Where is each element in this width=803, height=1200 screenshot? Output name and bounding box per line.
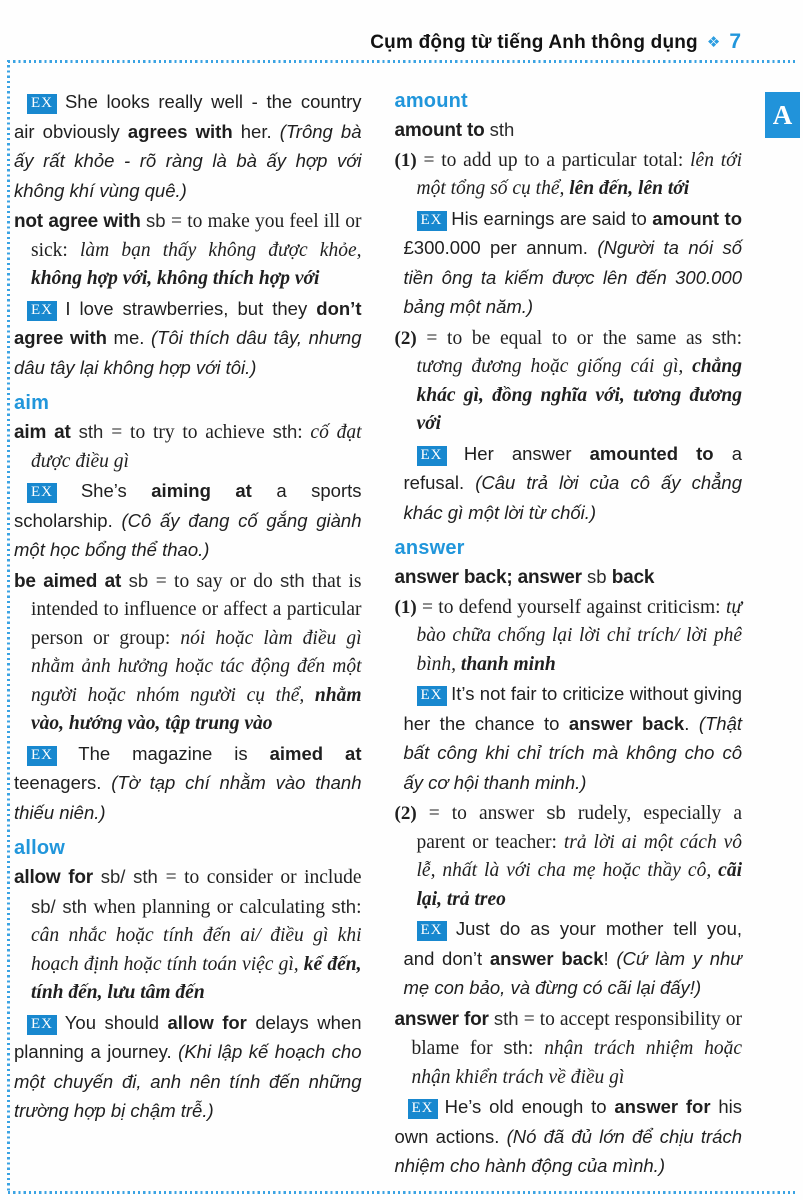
text-run-def: = to try to achieve <box>111 422 273 443</box>
text-run-ex: He’s old enough to <box>444 1096 615 1117</box>
text-run-ex: I love strawberries, but they <box>65 297 317 319</box>
text-run-exb: answer back <box>489 947 604 969</box>
dictionary-entry <box>395 1005 743 1093</box>
page-header <box>14 30 741 54</box>
text-run-num: (1) <box>394 149 417 171</box>
text-run-exi: (Câu trả lời của cô ấy chẳng khác gì một lời từ chối.) <box>403 472 742 523</box>
sense-definition <box>395 324 743 439</box>
example-paragraph <box>404 915 743 1004</box>
text-run-vi: tự bào chữa chống lại lời chỉ trích/ lời phê bình, <box>416 596 742 675</box>
text-run-vib: chẳng khác gì, đồng nghĩa với, tương đương với <box>416 356 742 434</box>
sense-definition <box>395 147 743 204</box>
ex-badge: EX <box>27 94 57 114</box>
dictionary-entry <box>14 207 362 294</box>
section-heading: allow <box>14 837 66 859</box>
text-run-hw: amount to <box>394 120 485 141</box>
text-run-ex: a refusal. <box>403 442 742 493</box>
text-run-ex: her. <box>232 120 280 142</box>
example-paragraph <box>14 740 362 829</box>
text-run-exi: (Người ta nói số tiền ông ta kiếm được lên đến 300.000 bảng một năm.) <box>403 237 742 317</box>
text-run-exb: allow for <box>167 1011 247 1033</box>
text-run-def: = to make you feel ill or sick: <box>31 211 362 261</box>
text-run-exi: (Cứ làm y như mẹ con bảo, và đừng có cãi lại đấy!) <box>403 947 743 998</box>
text-run-ex: Her answer <box>463 442 590 464</box>
text-run-def: = to answer <box>416 803 547 824</box>
text-run-ex: His earnings are said to <box>451 207 653 229</box>
diamond-icon: ❖ <box>706 34 721 51</box>
dictionary-entry <box>14 863 362 1008</box>
text-run-exb: amount to <box>652 207 743 229</box>
text-run-ex: £300.000 per annum. <box>403 237 598 258</box>
text-run-hw: not agree with <box>14 211 141 232</box>
example-paragraph <box>404 440 743 529</box>
text-run-vi: nói hoặc làm điều gì nhằm ảnh hưởng hoặc tác động đến một người hoặc nhóm người cụ thể, <box>31 627 362 706</box>
text-run-exb: agrees with <box>127 120 233 142</box>
text-run-vi: cân nhắc hoặc tính đến ai/ điều gì khi hoạch định hoặc tính toán việc gì, <box>31 925 362 975</box>
example-paragraph <box>14 1009 362 1127</box>
sense-definition <box>395 594 743 680</box>
text-run-exi: (Cô ấy đang cố gắng giành một học bổng thể thao.) <box>14 509 362 560</box>
text-run-num: (2) <box>394 803 417 824</box>
section-heading: aim <box>14 392 50 414</box>
text-run-vi: làm bạn thấy không được khỏe, <box>79 239 362 261</box>
text-run-ex: delays when planning a journey. <box>14 1011 362 1062</box>
ex-badge: EX <box>417 921 447 941</box>
text-run-def: : <box>736 327 742 349</box>
text-run-exb: amounted to <box>589 442 714 464</box>
text-run-vib: thanh minh <box>460 653 556 675</box>
text-run-hw: answer back; answer <box>394 567 582 588</box>
text-run-def: that is intended to influence or affect a particular person or group: <box>31 570 362 649</box>
text-run-hw: answer for <box>394 1008 489 1030</box>
ex-badge: EX <box>27 1015 57 1035</box>
headword-line <box>395 563 743 593</box>
headword-line <box>395 116 743 146</box>
text-run-vib: nhằm vào, hướng vào, tập trung vào <box>31 684 362 734</box>
dictionary-entry <box>14 418 362 476</box>
text-run-def: : <box>356 896 362 918</box>
page-title: Cụm động từ tiếng Anh thông dụng <box>370 32 698 53</box>
text-run-ex: The magazine is <box>78 742 270 764</box>
text-run-exb: don’t agree with <box>14 297 362 348</box>
content-columns <box>14 88 742 1190</box>
text-run-num: (2) <box>394 327 417 349</box>
ex-badge: EX <box>417 686 447 706</box>
example-paragraph <box>14 88 362 206</box>
ex-badge: EX <box>27 483 57 503</box>
text-run-exi: (Trông bà ấy rất khỏe - rõ ràng là bà ấy hợp với không khí vùng quê.) <box>14 120 362 201</box>
text-run-exi: (Tôi thích dâu tây, nhưng dâu tây lại không hợp với tôi.) <box>14 327 362 378</box>
text-run-vi: cố đạt được điều gì <box>31 422 362 472</box>
example-paragraph <box>14 295 362 384</box>
text-run-num: (1) <box>394 596 417 618</box>
text-run-exi: (Thật bất công khi chỉ trích mà không cho cô ấy cơ hội thanh minh.) <box>403 712 742 793</box>
text-run-exb: answer for <box>614 1096 711 1117</box>
ex-badge: EX <box>27 301 57 321</box>
text-run-gram: sth <box>272 421 298 442</box>
text-run-vi: lên tới một tổng số cụ thể, <box>416 149 742 199</box>
section-heading: answer <box>394 537 465 559</box>
text-run-def: = to accept responsibility or blame for <box>411 1008 742 1059</box>
text-run-vib: không hợp với, không thích hợp với <box>31 268 320 289</box>
text-run-vi: nhận trách nhiệm hoặc nhận khiển trách về điều gì <box>411 1038 742 1088</box>
ex-badge: EX <box>417 446 447 466</box>
example-paragraph <box>395 1093 743 1182</box>
example-paragraph <box>404 205 743 323</box>
ex-badge: EX <box>408 1099 438 1119</box>
text-run-exb: aiming at <box>151 480 252 501</box>
text-run-def: = to add up to a particular total: <box>416 149 691 171</box>
text-run-ex: Just do as your mother tell you, and don’t <box>403 918 742 969</box>
dictionary-entry <box>14 567 362 739</box>
text-run-exi: (Tờ tạp chí nhằm vào thanh thiếu niên.) <box>14 772 362 823</box>
ex-badge: EX <box>27 746 57 766</box>
text-run-vib: kể đến, tính đến, lưu tâm đến <box>31 953 362 1003</box>
text-run-gram: sth <box>280 569 305 591</box>
text-run-vib: cãi lại, trả treo <box>416 860 742 910</box>
text-run-gram: sth <box>503 1037 528 1058</box>
text-run-ex: . <box>684 712 699 734</box>
left-dotted-border <box>7 60 10 1193</box>
text-run-ex: a sports scholarship. <box>14 480 362 531</box>
text-run-def: = to be equal to or the same as <box>416 327 712 349</box>
text-run-ex: teenagers. <box>14 772 112 793</box>
text-run-vi: tương đương hoặc giống cái gì, <box>416 356 693 377</box>
text-run-exb: answer back <box>568 712 685 734</box>
text-run-exi: (Khi lập kế hoạch cho một chuyến đi, anh nên tính đến những trường hợp bị chậm trễ.) <box>14 1041 362 1121</box>
text-run-def: : <box>528 1038 545 1059</box>
text-run-def: : <box>297 422 311 443</box>
text-run-gram: sth <box>488 1007 524 1029</box>
text-run-gram: sth <box>331 895 357 917</box>
text-run-gram: sb <box>140 210 172 231</box>
text-run-ex: me. <box>106 327 151 348</box>
example-paragraph <box>404 680 743 798</box>
text-run-gram: sb <box>581 566 612 587</box>
right-column <box>395 88 743 1190</box>
letter-tab-a: A <box>765 92 800 138</box>
text-run-ex: his own actions. <box>394 1096 742 1147</box>
text-run-vi: trả lời ai một cách vô lễ, nhất là với cha mẹ hoặc thầy cô, <box>416 831 742 881</box>
example-paragraph <box>14 477 362 566</box>
text-run-exi: (Nó đã đủ lớn để chịu trách nhiệm cho hành động của mình.) <box>394 1125 743 1176</box>
text-run-gram: sth <box>711 326 737 348</box>
text-run-hw: back <box>611 567 655 588</box>
ex-badge: EX <box>417 211 447 231</box>
header-dotted-rule <box>8 60 795 63</box>
text-run-ex: ! <box>603 947 617 969</box>
text-run-def: = to consider or include <box>165 867 362 888</box>
sense-definition <box>395 799 743 914</box>
text-run-def: when planning or calculating <box>87 896 332 918</box>
text-run-def: rudely, especially a parent or teacher: <box>416 803 743 853</box>
bottom-dotted-border <box>8 1191 795 1194</box>
text-run-gram: sth <box>484 119 515 140</box>
text-run-gram: sth <box>70 421 112 442</box>
text-run-ex: She looks really well - the country air obviously <box>14 91 362 142</box>
text-run-def: = to say or do <box>155 570 281 592</box>
text-run-hw: be aimed at <box>14 570 122 592</box>
text-run-def: = to defend yourself against criticism: <box>416 596 726 618</box>
section-heading: amount <box>394 90 468 112</box>
text-run-exb: aimed at <box>269 742 362 764</box>
text-run-ex: It’s not fair to criticize without giving her the chance to <box>403 683 742 734</box>
text-run-gram: sb/ sth <box>92 866 166 887</box>
text-run-gram: sb <box>121 569 156 591</box>
text-run-ex: She’s <box>80 480 152 501</box>
text-run-hw: allow for <box>14 867 93 888</box>
text-run-gram: sb <box>546 802 566 823</box>
text-run-vib: lên đến, lên tới <box>569 178 690 199</box>
left-column <box>14 88 362 1190</box>
page-number: 7 <box>729 30 741 53</box>
text-run-ex: You should <box>64 1011 168 1033</box>
text-run-gram: sb/ sth <box>31 895 88 917</box>
text-run-hw: aim at <box>14 422 71 443</box>
